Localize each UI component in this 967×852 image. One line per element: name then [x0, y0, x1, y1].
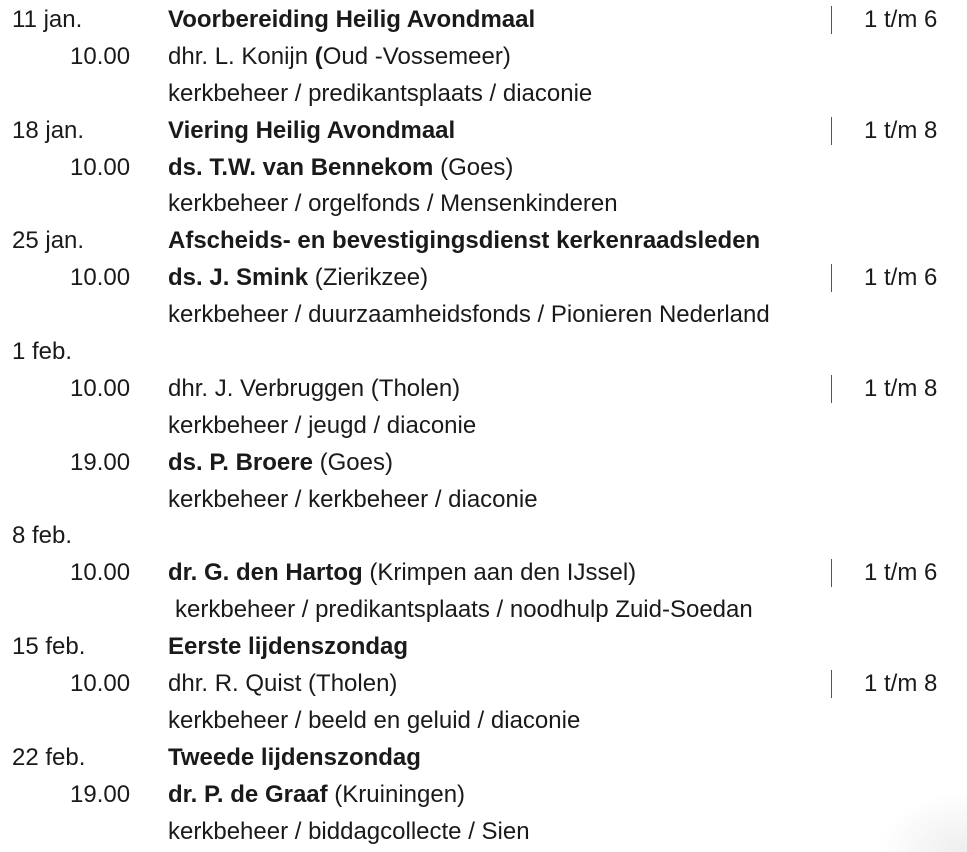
service-collections-row — [0, 592, 967, 629]
service-collections: kerkbeheer / jeugd / diaconie — [168, 411, 477, 439]
service-time: 10.00 — [70, 264, 131, 292]
service-speaker: ds. T.W. van Bennekom (Goes) — [168, 153, 514, 181]
service-header-row — [0, 334, 967, 371]
readings-divider — [831, 375, 832, 403]
service-title: Voorbereiding Heilig Avondmaal — [168, 6, 536, 33]
service-header-row — [0, 518, 967, 555]
service-speaker-row — [0, 39, 967, 76]
service-speaker: dr. P. de Graaf (Kruiningen) — [168, 780, 466, 808]
service-readings: 1 t/m 8 — [864, 374, 938, 402]
service-time: 10.00 — [70, 670, 131, 698]
service-time: 10.00 — [70, 374, 131, 402]
service-time: 10.00 — [70, 559, 131, 587]
service-title: Afscheids- en bevestigingsdienst kerkenraadsleden — [168, 227, 761, 255]
service-speaker: dr. G. den Hartog (Krimpen aan den IJssel) — [168, 559, 637, 587]
service-collections: kerkbeheer / predikantsplaats / diaconie — [168, 79, 593, 107]
service-speaker: dhr. L. Konijn (Oud -Vossemeer) — [168, 42, 511, 70]
service-speaker: ds. J. Smink (Zierikzee) — [168, 264, 429, 292]
service-readings: 1 t/m 6 — [864, 6, 938, 33]
readings-divider — [831, 559, 832, 587]
service-readings: 1 t/m 6 — [864, 559, 938, 587]
service-collections: kerkbeheer / predikantsplaats / noodhulp Zuid-Soedan — [175, 596, 753, 624]
service-speaker-row — [0, 371, 967, 408]
service-time: 19.00 — [70, 780, 131, 808]
service-collections: kerkbeheer / biddagcollecte / Sien — [168, 817, 530, 845]
service-collections-row — [0, 76, 967, 113]
service-date: 15 feb. — [12, 633, 86, 661]
service-speaker-row — [0, 445, 967, 482]
service-header-row — [0, 223, 967, 260]
service-title: Eerste lijdenszondag — [168, 633, 409, 661]
service-collections: kerkbeheer / kerkbeheer / diaconie — [168, 485, 538, 513]
service-collections-row — [0, 408, 967, 445]
service-speaker-row — [0, 666, 967, 703]
service-collections-row — [0, 297, 967, 334]
service-time: 19.00 — [70, 448, 131, 476]
service-header-row — [0, 629, 967, 666]
service-header-row — [0, 740, 967, 777]
service-speaker: dhr. R. Quist (Tholen) — [168, 670, 398, 698]
service-date: 11 jan. — [12, 6, 83, 33]
service-date: 8 feb. — [12, 522, 73, 550]
service-collections: kerkbeheer / duurzaamheidsfonds / Pionieren Nederland — [168, 301, 770, 329]
readings-divider — [831, 117, 832, 145]
service-readings: 1 t/m 8 — [864, 116, 938, 144]
readings-divider — [831, 670, 832, 698]
service-collections-row — [0, 814, 967, 851]
church-service-schedule — [0, 2, 967, 850]
service-collections: kerkbeheer / orgelfonds / Mensenkinderen — [168, 190, 618, 218]
service-collections-row — [0, 186, 967, 223]
service-header-row — [0, 2, 967, 39]
service-speaker-row — [0, 260, 967, 297]
service-date: 22 feb. — [12, 743, 86, 771]
service-time: 10.00 — [70, 42, 131, 70]
service-title: Tweede lijdenszondag — [168, 743, 421, 771]
service-collections-row — [0, 482, 967, 519]
service-time: 10.00 — [70, 153, 131, 181]
service-header-row — [0, 113, 967, 150]
service-speaker: ds. P. Broere (Goes) — [168, 448, 393, 476]
readings-divider — [831, 6, 832, 34]
service-readings: 1 t/m 6 — [864, 264, 938, 292]
service-date: 1 feb. — [12, 338, 73, 366]
service-speaker-row — [0, 555, 967, 592]
service-readings: 1 t/m 8 — [864, 670, 938, 698]
service-speaker-row — [0, 150, 967, 187]
service-speaker: dhr. J. Verbruggen (Tholen) — [168, 374, 461, 402]
service-speaker-row — [0, 777, 967, 814]
service-collections: kerkbeheer / beeld en geluid / diaconie — [168, 706, 581, 734]
service-collections-row — [0, 703, 967, 740]
readings-divider — [831, 264, 832, 292]
service-date: 25 jan. — [12, 227, 85, 255]
service-date: 18 jan. — [12, 116, 85, 144]
service-title: Viering Heilig Avondmaal — [168, 116, 456, 144]
